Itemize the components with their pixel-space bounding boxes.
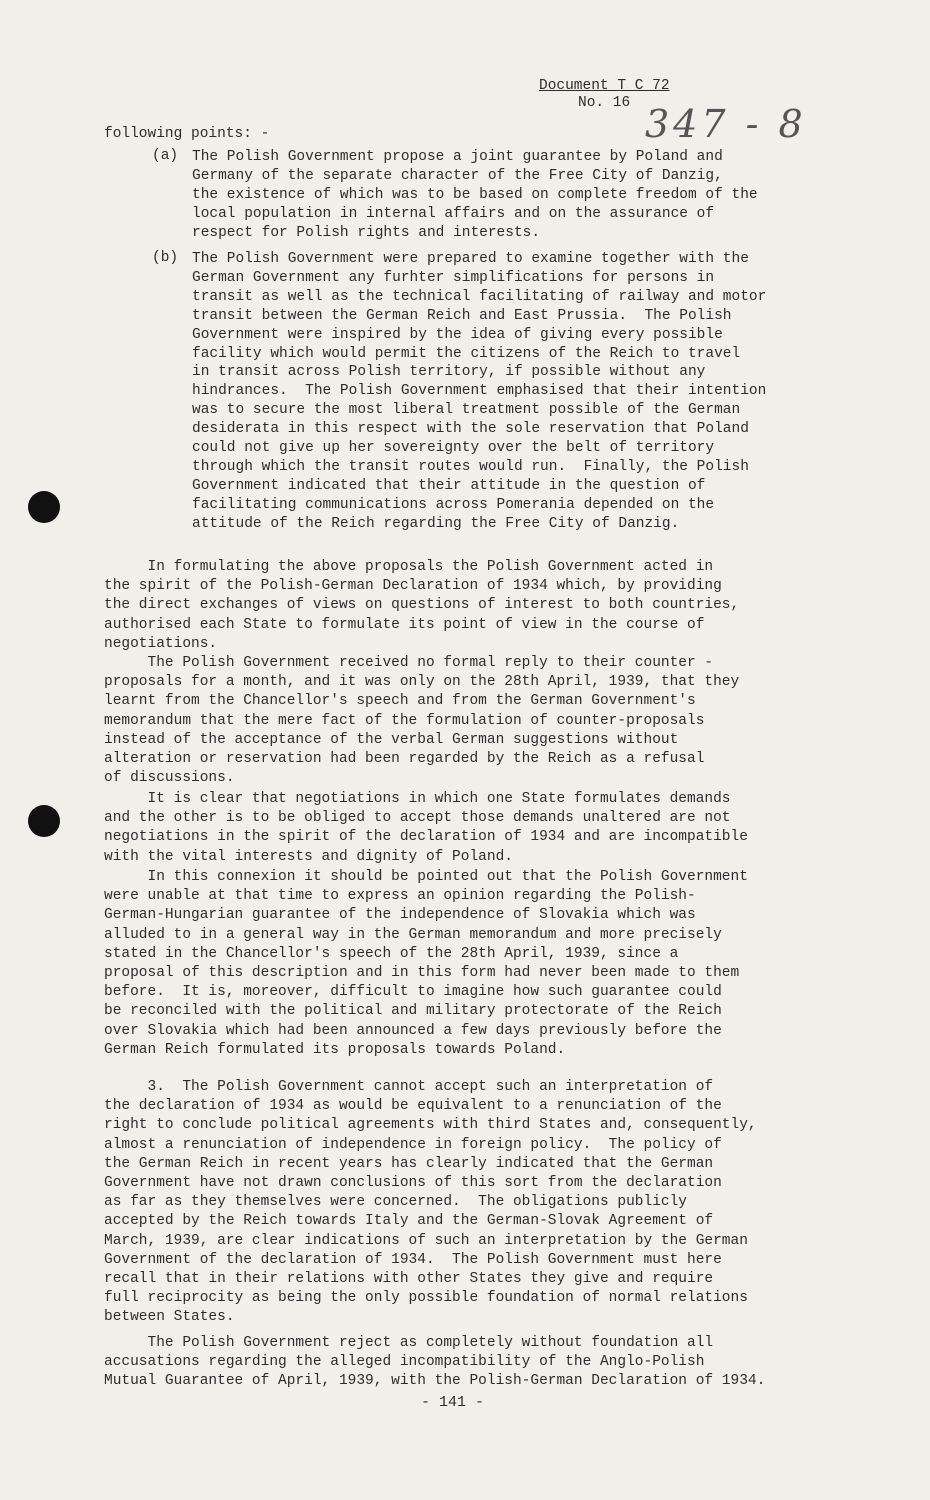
text-line: the German Reich in recent years has clearly indicated that the German (104, 1155, 714, 1172)
text-line: full reciprocity as being the only possible foundation of normal relations (104, 1290, 748, 1307)
document-number: No. 16 (578, 95, 631, 111)
text-line: March, 1939, are clear indications of such an interpretation by the German (104, 1232, 748, 1249)
text-line: the declaration of 1934 as would be equivalent to a renunciation of the (104, 1098, 722, 1115)
punch-hole (28, 805, 60, 837)
text-line: Government of the declaration of 1934. The Polish Government must here (104, 1251, 722, 1268)
text-line: memorandum that the mere fact of the formulation of counter-proposals (104, 712, 705, 729)
paragraph (104, 790, 748, 867)
text-line: local population in internal affairs and on the assurance of (192, 205, 715, 222)
text-line: respect for Polish rights and interests. (192, 224, 541, 241)
text-line: The Polish Government propose a joint guarantee by Poland and (192, 149, 723, 165)
text-line: desiderata in this respect with the sole reservation that Poland (192, 421, 749, 438)
text-line: were unable at that time to express an opinion regarding the Polish- (104, 888, 696, 905)
text-line: German Government any furhter simplifications for persons in (192, 269, 715, 286)
text-line: as far as they themselves were concerned. The obligations publicly (104, 1194, 687, 1211)
text-line: between States. (104, 1309, 235, 1326)
text-line: attitude of the Reich regarding the Free City of Danzig. (192, 515, 680, 532)
text-line: the existence of which was to be based on complete freedom of the (192, 186, 758, 203)
page-number: - 141 - (421, 1394, 485, 1411)
text-line: over Slovakia which had been announced a few days previously before the (104, 1022, 722, 1039)
text-line: almost a renunciation of independence in foreign policy. The policy of (104, 1136, 722, 1153)
text-line: authorised each State to formulate its point of view in the course of (104, 616, 705, 633)
text-line: the direct exchanges of views on questions of interest to both countries, (104, 597, 740, 614)
text-line: could not give up her sovereignty over the belt of territory (192, 440, 715, 457)
list-item (192, 250, 766, 534)
text-line: The Polish Government reject as completely without foundation all (104, 1335, 714, 1351)
text-line: transit between the German Reich and East Prussia. The Polish (192, 307, 732, 324)
text-line: alteration or reservation had been regarded by the Reich as a refusal (104, 751, 705, 768)
text-line: alluded to in a general way in the German memorandum and more precisely (104, 926, 722, 943)
text-line: Germany of the separate character of the Free City of Danzig, (192, 167, 723, 184)
text-line: German-Hungarian guarantee of the independence of Slovakia which was (104, 907, 696, 924)
text-line: Government were inspired by the idea of giving every possible (192, 326, 723, 343)
document-reference: Document T C 72 (539, 78, 670, 94)
text-line: Mutual Guarantee of April, 1939, with the Polish-German Declaration of 1934. (104, 1373, 766, 1390)
text-line: stated in the Chancellor's speech of the 28th April, 1939, since a (104, 945, 679, 962)
item-marker: (b) (152, 250, 179, 266)
text-line: be reconciled with the political and military protectorate of the Reich (104, 1003, 722, 1020)
text-line: recall that in their relations with other States they give and require (104, 1271, 714, 1288)
text-line: accusations regarding the alleged incompatibility of the Anglo-Polish (104, 1354, 705, 1371)
text-line: with the vital interests and dignity of Poland. (104, 848, 513, 865)
text-line: right to conclude political agreements with third States and, consequently, (104, 1117, 757, 1134)
punch-hole (28, 491, 60, 523)
text-line: facilitating communications across Pomerania depended on the (192, 496, 715, 513)
text-line: In this connexion it should be pointed out that the Polish Government (104, 869, 748, 885)
text-line: and the other is to be obliged to accept those demands unaltered are not (104, 810, 731, 827)
text-line: 3. The Polish Government cannot accept such an interpretation of (104, 1079, 714, 1095)
list-item (192, 148, 758, 243)
text-line: was to secure the most liberal treatment possible of the German (192, 402, 741, 419)
paragraph (104, 1078, 757, 1328)
paragraph (104, 654, 739, 788)
text-line: The Polish Government were prepared to examine together with the (192, 251, 749, 267)
text-line: It is clear that negotiations in which one State formulates demands (104, 791, 731, 807)
text-line: In formulating the above proposals the Polish Government acted in (104, 559, 714, 575)
text-line: Government have not drawn conclusions of this sort from the declaration (104, 1175, 722, 1192)
paragraph (104, 1334, 765, 1392)
text-line: instead of the acceptance of the verbal German suggestions without (104, 731, 679, 748)
text-line: learnt from the Chancellor's speech and from the German Government's (104, 693, 696, 710)
text-line: accepted by the Reich towards Italy and the German-Slovak Agreement of (104, 1213, 714, 1230)
text-line: The Polish Government received no formal reply to their counter - (104, 655, 714, 671)
text-line: in transit across Polish territory, if possible without any (192, 364, 706, 381)
text-line: through which the transit routes would run. Finally, the Polish (192, 458, 749, 475)
text-line: negotiations in the spirit of the declaration of 1934 and are incompatible (104, 829, 748, 846)
text-line: before. It is, moreover, difficult to imagine how such guarantee could (104, 984, 722, 1001)
text-line: German Reich formulated its proposals towards Poland. (104, 1041, 566, 1058)
intro-line: following points: - (104, 126, 270, 142)
text-line: hindrances. The Polish Government emphasised that their intention (192, 383, 767, 400)
item-marker: (a) (152, 148, 179, 164)
text-line: facility which would permit the citizens of the Reich to travel (192, 345, 741, 362)
text-line: of discussions. (104, 770, 235, 787)
text-line: proposals for a month, and it was only on the 28th April, 1939, that they (104, 674, 740, 691)
paragraph (104, 558, 739, 654)
text-line: negotiations. (104, 635, 218, 652)
text-line: proposal of this description and in this form had never been made to them (104, 965, 740, 982)
text-line: Government indicated that their attitude in the question of (192, 477, 706, 494)
handwritten-archive-number: 347 - 8 (645, 102, 807, 146)
paragraph (104, 868, 748, 1060)
text-line: transit as well as the technical facilitating of railway and motor (192, 288, 767, 305)
text-line: the spirit of the Polish-German Declaration of 1934 which, by providing (104, 578, 722, 595)
